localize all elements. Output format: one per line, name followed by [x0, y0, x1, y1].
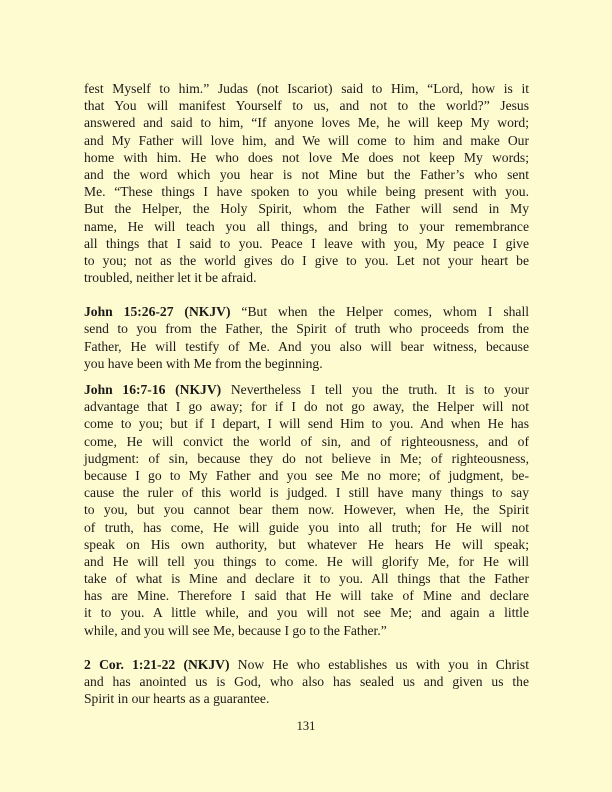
- line-text: and has anointed us is God, who also has sealed us and given us the: [84, 674, 529, 689]
- text-line: [84, 519, 529, 536]
- line-text: answered and said to him, “If anyone loves Me, he will keep My word;: [84, 115, 529, 131]
- line-text: name, He will teach you all things, and bring to your remembrance: [84, 218, 529, 234]
- text-line: [84, 553, 529, 570]
- text-line: [84, 484, 529, 501]
- line-text: fest Myself to him.” Judas (not Iscariot) said to Him, “Lord, how is it: [84, 81, 529, 96]
- line-text: Father, He will testify of Me. And you also will bear witness, because: [84, 338, 529, 354]
- text-line: [84, 381, 529, 398]
- text-line: [84, 622, 529, 639]
- text-line: [84, 200, 529, 217]
- text-line: [84, 398, 529, 415]
- text-line: [84, 149, 529, 166]
- line-text: speak on His own authority, but whatever He hears He will speak;: [84, 536, 529, 552]
- scripture-reference: John 15:26-27 (NKJV): [84, 304, 231, 320]
- line-text: and the word which you hear is not Mine but the Father’s who sent: [84, 166, 529, 182]
- line-text: But the Helper, the Holy Spirit, whom the Father will send in My: [84, 201, 529, 217]
- line-text: it to you. A little while, and you will not see Me; and again a little: [84, 605, 529, 621]
- line-text: troubled, neither let it be afraid.: [84, 270, 257, 286]
- line-text: home with him. He who does not love Me does not keep My words;: [84, 149, 529, 165]
- text-line: [84, 132, 529, 149]
- line-text: to you, but you cannot bear them now. However, when He, the Spirit: [84, 502, 529, 518]
- text-line: [84, 303, 529, 320]
- text-line: [84, 570, 529, 587]
- line-text: “But when the Helper comes, whom I shall: [230, 304, 529, 320]
- text-line: [84, 114, 529, 131]
- text-line: [84, 269, 529, 286]
- text-line: [84, 604, 529, 621]
- line-text: Nevertheless I tell you the truth. It is to your: [221, 382, 529, 397]
- text-line: [84, 673, 529, 690]
- text-line: [84, 166, 529, 183]
- scripture-paragraph: [84, 303, 529, 372]
- text-line: [84, 415, 529, 432]
- line-text: and My Father will love him, and We will come to him and make Our: [84, 132, 529, 148]
- text-line: [84, 218, 529, 235]
- line-text: and He will tell you things to come. He will glorify Me, for He will: [84, 553, 529, 569]
- text-line: [84, 690, 529, 707]
- page-number: 131: [296, 719, 316, 733]
- page-body: [84, 80, 529, 707]
- scripture-reference: 2 Cor. 1:21-22 (NKJV): [84, 656, 230, 672]
- text-line: [84, 355, 529, 372]
- line-text: Now He who establishes us with you in Christ: [229, 656, 529, 672]
- text-line: [84, 450, 529, 467]
- scripture-paragraph: [84, 80, 529, 286]
- line-text: Spirit in our hearts as a guarantee.: [84, 691, 270, 707]
- line-text: you have been with Me from the beginning.: [84, 355, 323, 371]
- text-line: [84, 536, 529, 553]
- text-line: [84, 587, 529, 604]
- text-line: [84, 467, 529, 484]
- line-text: because I go to My Father and you see Me no more; of judgment, be-: [84, 467, 529, 483]
- text-line: [84, 433, 529, 450]
- paragraph-gap: [84, 286, 529, 303]
- line-text: to you; not as the world gives do I give to you. Let not your heart be: [84, 252, 529, 268]
- paragraph-gap: [84, 372, 529, 381]
- scripture-paragraph: [84, 656, 529, 708]
- text-line: [84, 656, 529, 673]
- line-text: of truth, has come, He will guide you into all truth; for He will not: [84, 519, 529, 535]
- line-text: come, He will convict the world of sin, and of righteousness, and of: [84, 433, 529, 449]
- line-text: come to you; but if I depart, I will send Him to you. And when He has: [84, 416, 529, 432]
- text-line: [84, 501, 529, 518]
- line-text: judgment: of sin, because they do not believe in Me; of righteousness,: [84, 450, 529, 466]
- line-text: take of what is Mine and declare it to you. All things that the Father: [84, 571, 529, 587]
- line-text: all things that I said to you. Peace I leave with you, My peace I give: [84, 235, 529, 251]
- line-text: send to you from the Father, the Spirit of truth who proceeds from the: [84, 321, 529, 337]
- text-line: [84, 252, 529, 269]
- line-text: advantage that I go away; for if I do not go away, the Helper will not: [84, 399, 529, 415]
- text-line: [84, 320, 529, 337]
- line-text: that You will manifest Yourself to us, and not to the world?” Jesus: [84, 98, 529, 114]
- paragraph-gap: [84, 639, 529, 656]
- text-line: [84, 97, 529, 114]
- scripture-reference: John 16:7-16 (NKJV): [84, 382, 222, 397]
- line-text: while, and you will see Me, because I go to the Father.”: [84, 622, 387, 638]
- line-text: cause the ruler of this world is judged. I still have many things to say: [84, 485, 529, 501]
- text-line: [84, 235, 529, 252]
- scripture-paragraph: [84, 381, 529, 639]
- text-line: [84, 338, 529, 355]
- line-text: Me. “These things I have spoken to you while being present with you.: [84, 184, 529, 200]
- text-line: [84, 183, 529, 200]
- line-text: has are Mine. Therefore I said that He will take of Mine and declare: [84, 588, 529, 604]
- text-line: [84, 80, 529, 97]
